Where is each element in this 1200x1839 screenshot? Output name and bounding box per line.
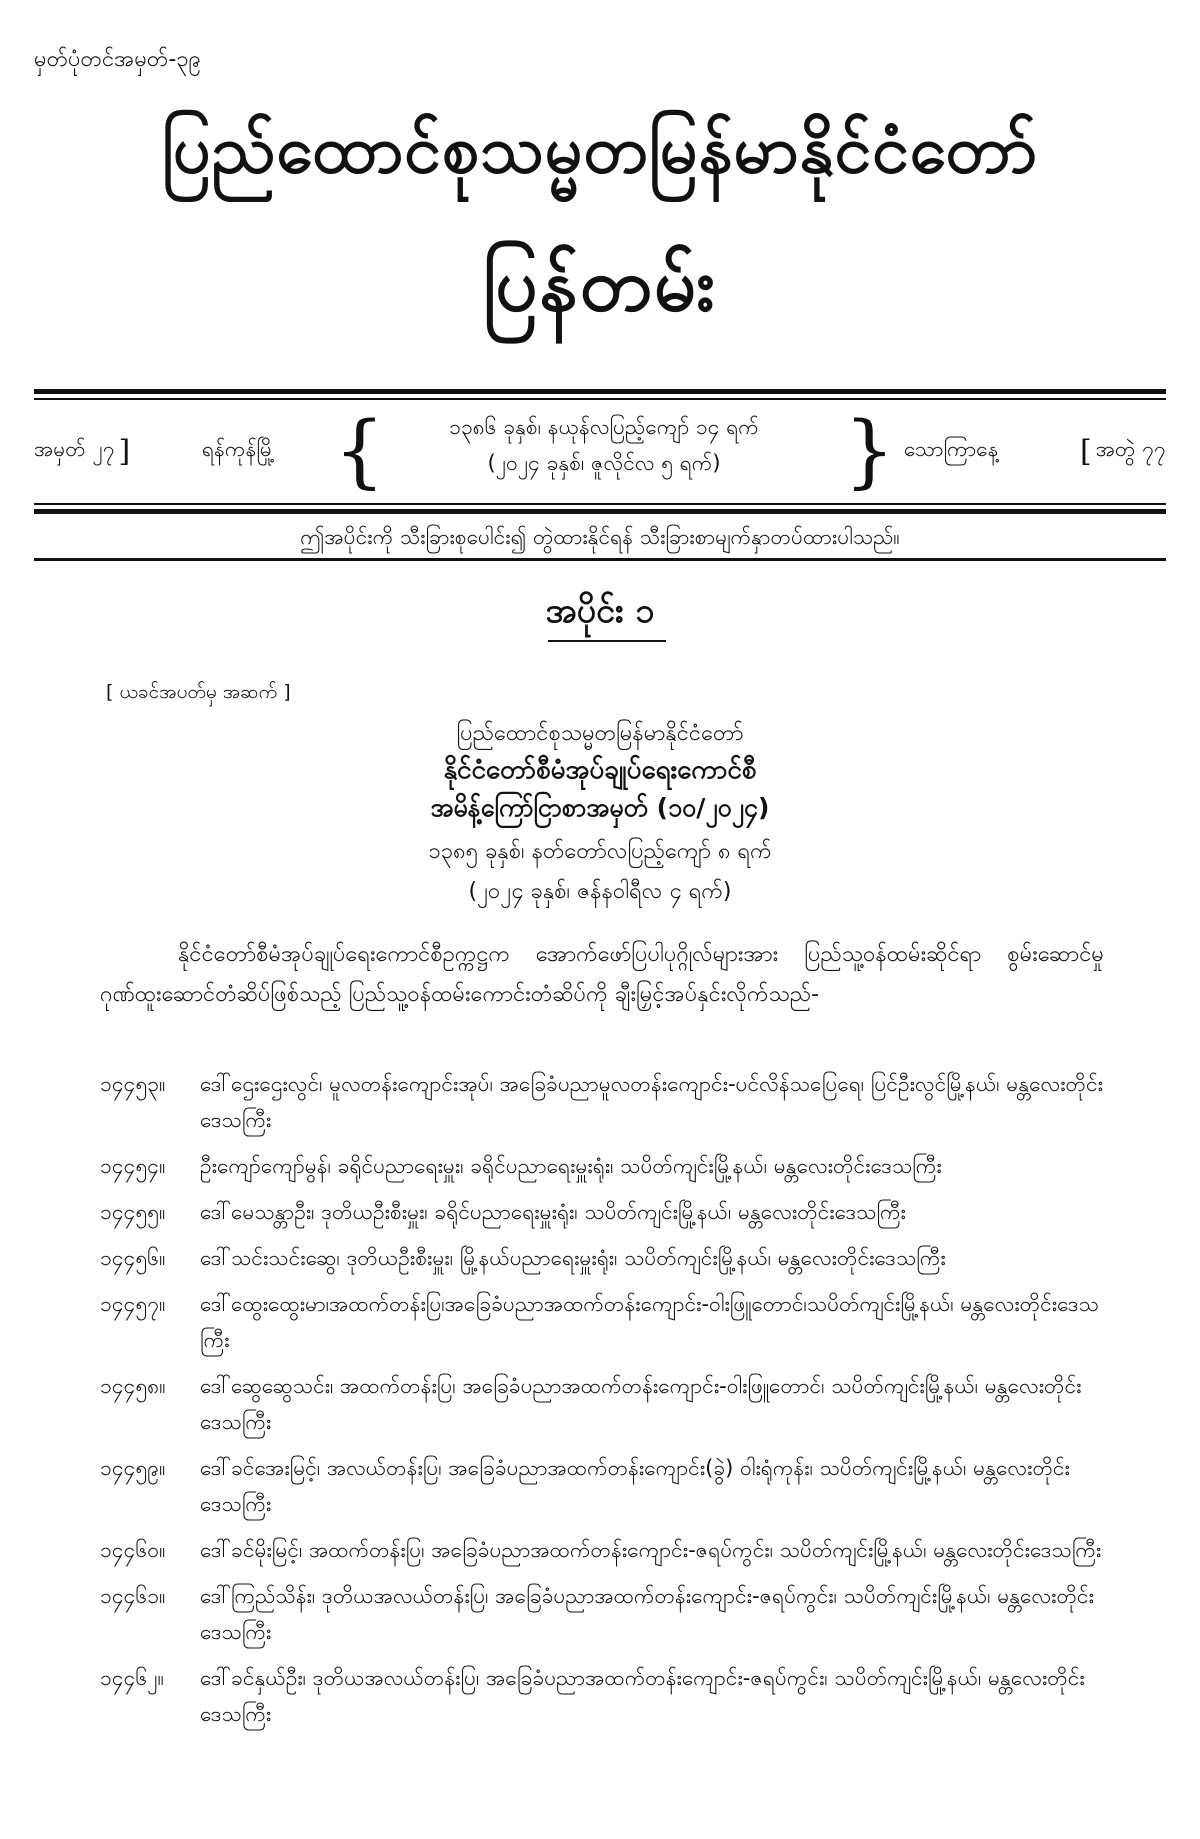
recipient-item (100, 1532, 1104, 1568)
recipient-number: ၁၄၄၆၂။ (100, 1666, 164, 1690)
recipient-text: ဦးကျော်ကျော်မွန်၊ ခရိုင်ပညာရေးမှူး၊ ခရိုင်ပညာရေးမှူးရုံး၊ သပိတ်ကျင်းမြို့နယ်၊ မန္တလေးတိုင်းဒေသကြီး (200, 1154, 942, 1178)
recipient-number: ၁၄၄၅၆။ (100, 1246, 166, 1270)
recipient-text: ဒေါ်ခင်မိုးမြင့်၊ အထက်တန်းပြ၊ အခြေခံပညာအထက်တန်းကျောင်း-ဇရပ်ကွင်း၊ သပိတ်ကျင်းမြို့နယ်၊ မန္တလေးတိုင်းဒေသကြီး (200, 1538, 1102, 1562)
right-brace: } (844, 404, 895, 497)
middle-rule-thick (34, 509, 1166, 514)
recipient-text: ဒေါ်ထွေးထွေးမာ၊အထက်တန်းပြ၊အခြေခံပညာအထက်တန်းကျောင်း-ဝါးဖြူတောင်၊သပိတ်ကျင်းမြို့နယ်၊ မန္တလေးတိုင်းဒေသကြီး (200, 1292, 1099, 1352)
recipient-number: ၁၄၄၆၁။ (100, 1584, 166, 1608)
recipient-number: ၁၄၄၅၇။ (100, 1292, 166, 1316)
order-date-western: (၂၀၂၄ ခုနှစ်၊ ဇန်နဝါရီလ ၄ ရက်) (468, 879, 732, 904)
issue-volume: အတွဲ ၇၇ (1095, 436, 1166, 461)
issue-number-cell (34, 405, 130, 497)
recipient-item (100, 1578, 1104, 1650)
recipient-number: ၁၄၄၅၄။ (100, 1154, 166, 1178)
masthead-title: ပြည်ထောင်စုသမ္မတမြန်မာနိုင်ငံတော် (161, 111, 1039, 188)
recipient-item (100, 1660, 1104, 1732)
masthead-subtitle: ပြန်တမ်း (482, 242, 718, 328)
recipient-text: ဒေါ်မေသန္တာဦး၊ ဒုတိယဦးစီးမှူး၊ ခရိုင်ပညာရေးမှူးရုံး၊ သပိတ်ကျင်းမြို့နယ်၊ မန္တလေးတိုင်းဒေသကြီး (200, 1200, 906, 1224)
recipient-text: ဒေါ်ကြည်သိန်း၊ ဒုတိယအလယ်တန်းပြ၊ အခြေခံပညာအထက်တန်းကျောင်း-ဇရပ်ကွင်း၊ သပိတ်ကျင်းမြို့နယ်၊ မန္တလေးတိုင်းဒေသကြီး (200, 1584, 1094, 1644)
recipient-item (100, 1450, 1104, 1522)
order-date-myanmar: ၁၃၈၅ ခုနှစ်၊ နတ်တော်လပြည့်ကျော် ၈ ရက် (428, 839, 772, 864)
recipient-number: ၁၄၄၆၀။ (100, 1538, 166, 1562)
intro-paragraph: နိုင်ငံတော်စီမံအုပ်ချုပ်ရေးကောင်စီဥက္ကဋ္ဌက အောက်ဖော်ပြပါပုဂ္ဂိုလ်များအား ပြည်သူ့ဝန်ထမ်းဆိုင်ရာ စွမ်းဆောင်မှု ဂုဏ်ထူးဆောင်တံဆိပ်ဖြစ်သည့် ပြည်သူ့ဝန်ထမ်းကောင်းတံဆိပ်ကို ချီးမြှင့်အပ်နှင်းလိုက်သည်- (100, 942, 1104, 1007)
part-title: အပိုင်း ၁ (545, 591, 655, 631)
recipient-item (100, 1066, 1104, 1138)
issue-weekday: သောကြာနေ့ (904, 436, 999, 461)
recipient-number: ၁၄၄၅၅။ (100, 1200, 166, 1224)
recipient-text: ဒေါ်ခင်နှယ်ဦး၊ ဒုတိယအလယ်တန်းပြ၊ အခြေခံပညာအထက်တန်းကျောင်း-ဇရပ်ကွင်း၊ သပိတ်ကျင်းမြို့နယ်၊ မန္တလေးတိုင်းဒေသကြီး (200, 1666, 1085, 1726)
part-title-underline (548, 640, 666, 642)
middle-rule-thin (34, 503, 1166, 505)
order-country: ပြည်ထောင်စုသမ္မတမြန်မာနိုင်ငံတော် (456, 721, 744, 746)
issue-number: အမှတ် ၂၇ (34, 436, 115, 461)
recipient-text: ဒေါ်သင်းသင်းဆွေ၊ ဒုတိယဦးစီးမှူး၊ မြို့နယ်ပညာရေးမှူးရုံး၊ သပိတ်ကျင်းမြို့နယ်၊ မန္တလေးတိုင်းဒေသကြီး (200, 1246, 946, 1270)
recipient-list (100, 1066, 1104, 1742)
issue-date-myanmar: ၁၃၈၆ ခုနှစ်၊ နယုန်လပြည့်ကျော် ၁၄ ရက် (449, 415, 759, 439)
issue-date-block (384, 409, 824, 481)
recipient-text: ဒေါ်ဆွေဆွေသင်း၊ အထက်တန်းပြ၊ အခြေခံပညာအထက်တန်းကျောင်း-ဝါးဖြူတောင်၊ သပိတ်ကျင်းမြို့နယ်၊ မန္တလေးတိုင်းဒေသကြီး (200, 1374, 1082, 1434)
recipient-item (100, 1194, 1104, 1230)
order-council: နိုင်ငံတော်စီမံအုပ်ချုပ်ရေးကောင်စီ (443, 755, 757, 785)
recipient-text: ဒေါ်ဌေးဌေးလွင်၊ မူလတန်းကျောင်းအုပ်၊ အခြေခံပညာမူလတန်းကျောင်း-ပင်လိန်သပြေရေ၊ ပြင်ဦးလွင်မြို့နယ်၊ မန္တလေးတိုင်းဒေသကြီး (200, 1072, 1103, 1132)
issue-place: ရန်ကုန်မြို့ (202, 436, 276, 461)
separate-binding-notice: ဤအပိုင်းကို သီးခြားစုပေါင်း၍ တွဲထားနိုင်ရန် သီးခြားစာမျက်နှာတပ်ထားပါသည်။ (300, 525, 900, 549)
top-rule-thin (34, 398, 1166, 400)
top-rule-thick (34, 389, 1166, 394)
recipient-item (100, 1368, 1104, 1440)
recipient-item (100, 1240, 1104, 1276)
recipient-item (100, 1286, 1104, 1358)
issue-volume-cell (1080, 405, 1166, 497)
notice-bottom-rule (34, 558, 1166, 561)
recipient-number: ၁၄၄၅၈။ (100, 1374, 166, 1398)
issue-volume-bracket: [ (1080, 433, 1092, 469)
issue-info-row (34, 405, 1166, 497)
registration-number: မှတ်ပုံတင်အမှတ်-၃၉ (34, 47, 202, 72)
recipient-item (100, 1148, 1104, 1184)
recipient-text: ဒေါ်ခင်အေးမြင့်၊ အလယ်တန်းပြ၊ အခြေခံပညာအထက်တန်းကျောင်း(ခွဲ) ဝါးရုံကုန်း၊ သပိတ်ကျင်းမြို့နယ်၊ မန္တလေးတိုင်းဒေသကြီး (200, 1456, 1070, 1516)
left-brace: { (334, 404, 385, 497)
issue-number-bracket: ] (118, 433, 131, 469)
issue-date-western: (၂၀၂၄ ခုနှစ်၊ ဇူလိုင်လ ၅ ရက်) (487, 451, 721, 475)
continued-label: [ ယခင်အပတ်မှ အဆက် ] (106, 681, 291, 703)
recipient-number: ၁၄၄၅၃။ (100, 1072, 166, 1096)
order-number: အမိန့်ကြော်ငြာစာအမှတ် (၁၀/၂၀၂၄) (430, 793, 770, 822)
recipient-number: ၁၄၄၅၉။ (100, 1456, 166, 1480)
